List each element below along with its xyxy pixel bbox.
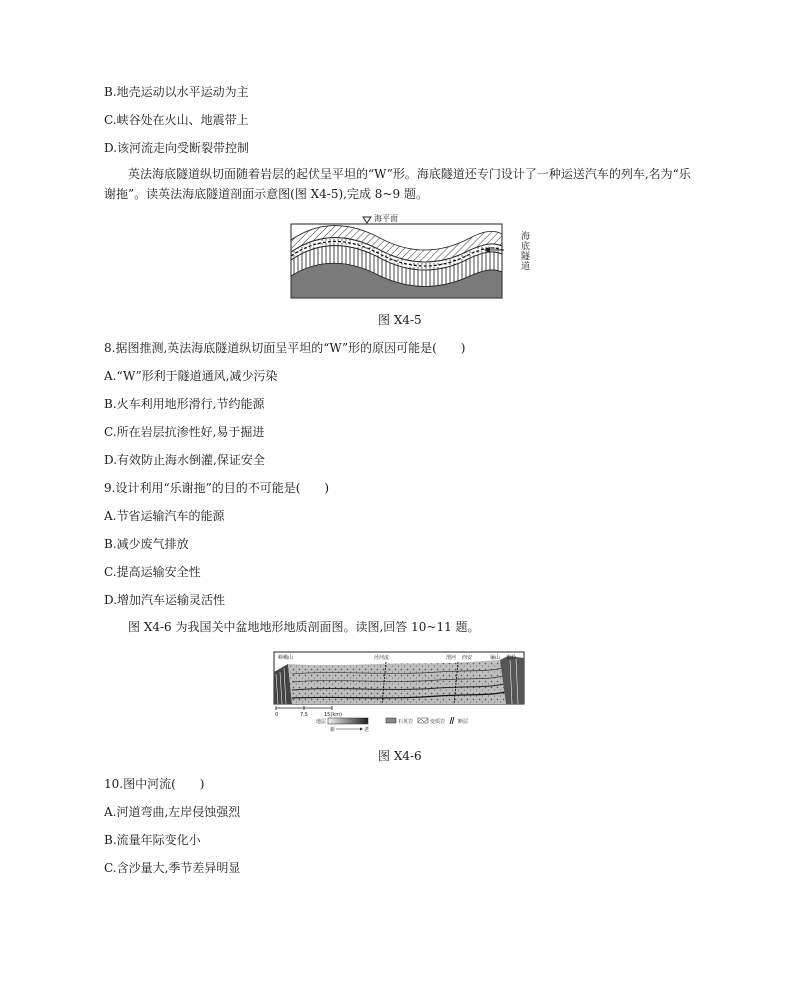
passage-1: 英法海底隧道纵切面随着岩层的起伏呈平坦的“W”形。海底隧道还专门设计了一种运送汽车的列车,名为“乐谢拖”。读英法海底隧道剖面示意图(图 X4-5),完成 8~9 题。 [104, 167, 691, 201]
q10-option-c: C.含沙量大,季节差异明显 [104, 861, 241, 875]
q8-option-c: C.所在岩层抗渗性好,易于掘进 [104, 425, 265, 439]
label-xian: 西安 [462, 655, 473, 661]
label-left-mountain: 嵯峨山 [278, 655, 294, 661]
legend-new: 新 [330, 727, 336, 733]
passage-2: 图 X4-6 为我国关中盆地地形地质剖面图。读图,回答 10~11 题。 [128, 620, 480, 634]
sea-level-marker [363, 217, 371, 223]
q8-option-b: B.火车利用地形滑行,节约能源 [104, 397, 265, 411]
legend-gradient [328, 718, 368, 724]
q9-option-c: C.提高运输安全性 [104, 565, 201, 579]
legend-item-2: 变质岩 [430, 719, 446, 725]
label-lishan: 骊山 [490, 655, 501, 661]
q8-option-d: D.有效防止海水倒灌,保证安全 [104, 453, 265, 467]
scale-15: 15(km) [324, 712, 343, 718]
legend-item-1: 石英岩 [398, 719, 414, 725]
legend-item-3: 断层 [458, 719, 469, 725]
q8-option-a: A.“W”形利于隧道通风,减少污染 [104, 369, 278, 383]
label-weihe: 渭河 [446, 655, 457, 661]
q8-stem: 8.据图推测,英法海底隧道纵切面呈平坦的“W”形的原因可能是( ) [104, 341, 466, 355]
q10-option-a: A.河道弯曲,左岸侵蚀强烈 [104, 805, 241, 819]
label-qinling: 秦岭 [506, 655, 517, 661]
q9-option-b: B.减少废气排放 [104, 537, 189, 551]
sea-level-label: 海平面 [374, 214, 398, 223]
scale-0: 0 [275, 712, 279, 718]
tunnel-label: 海底隧道 [521, 232, 531, 272]
q7-option-d: D.该河流走向受断裂带控制 [104, 141, 250, 155]
q9-stem: 9.设计利用“乐谢拖”的目的不可能是( ) [104, 481, 330, 495]
figure-x4-6 [268, 650, 528, 736]
figure-x4-5 [280, 210, 520, 302]
scale-7-5: 7.5 [300, 712, 308, 718]
legend-old: 老 [364, 727, 370, 733]
q10-option-b: B.流量年际变化小 [104, 833, 201, 847]
q9-option-d: D.增加汽车运输灵活性 [104, 593, 226, 607]
q7-option-c: C.峡谷处在火山、地震带上 [104, 113, 249, 127]
q9-option-a: A.节省运输汽车的能源 [104, 509, 225, 523]
q10-stem: 10.图中河流( ) [104, 777, 205, 791]
legend-strata-title: 地层 [316, 719, 327, 725]
figure-x4-5-caption: 图 X4-5 [378, 313, 422, 327]
figure-x4-6-caption: 图 X4-6 [378, 749, 422, 763]
label-mid: 泾河流 [374, 655, 390, 661]
q7-option-b: B.地壳运动以水平运动为主 [104, 85, 249, 99]
